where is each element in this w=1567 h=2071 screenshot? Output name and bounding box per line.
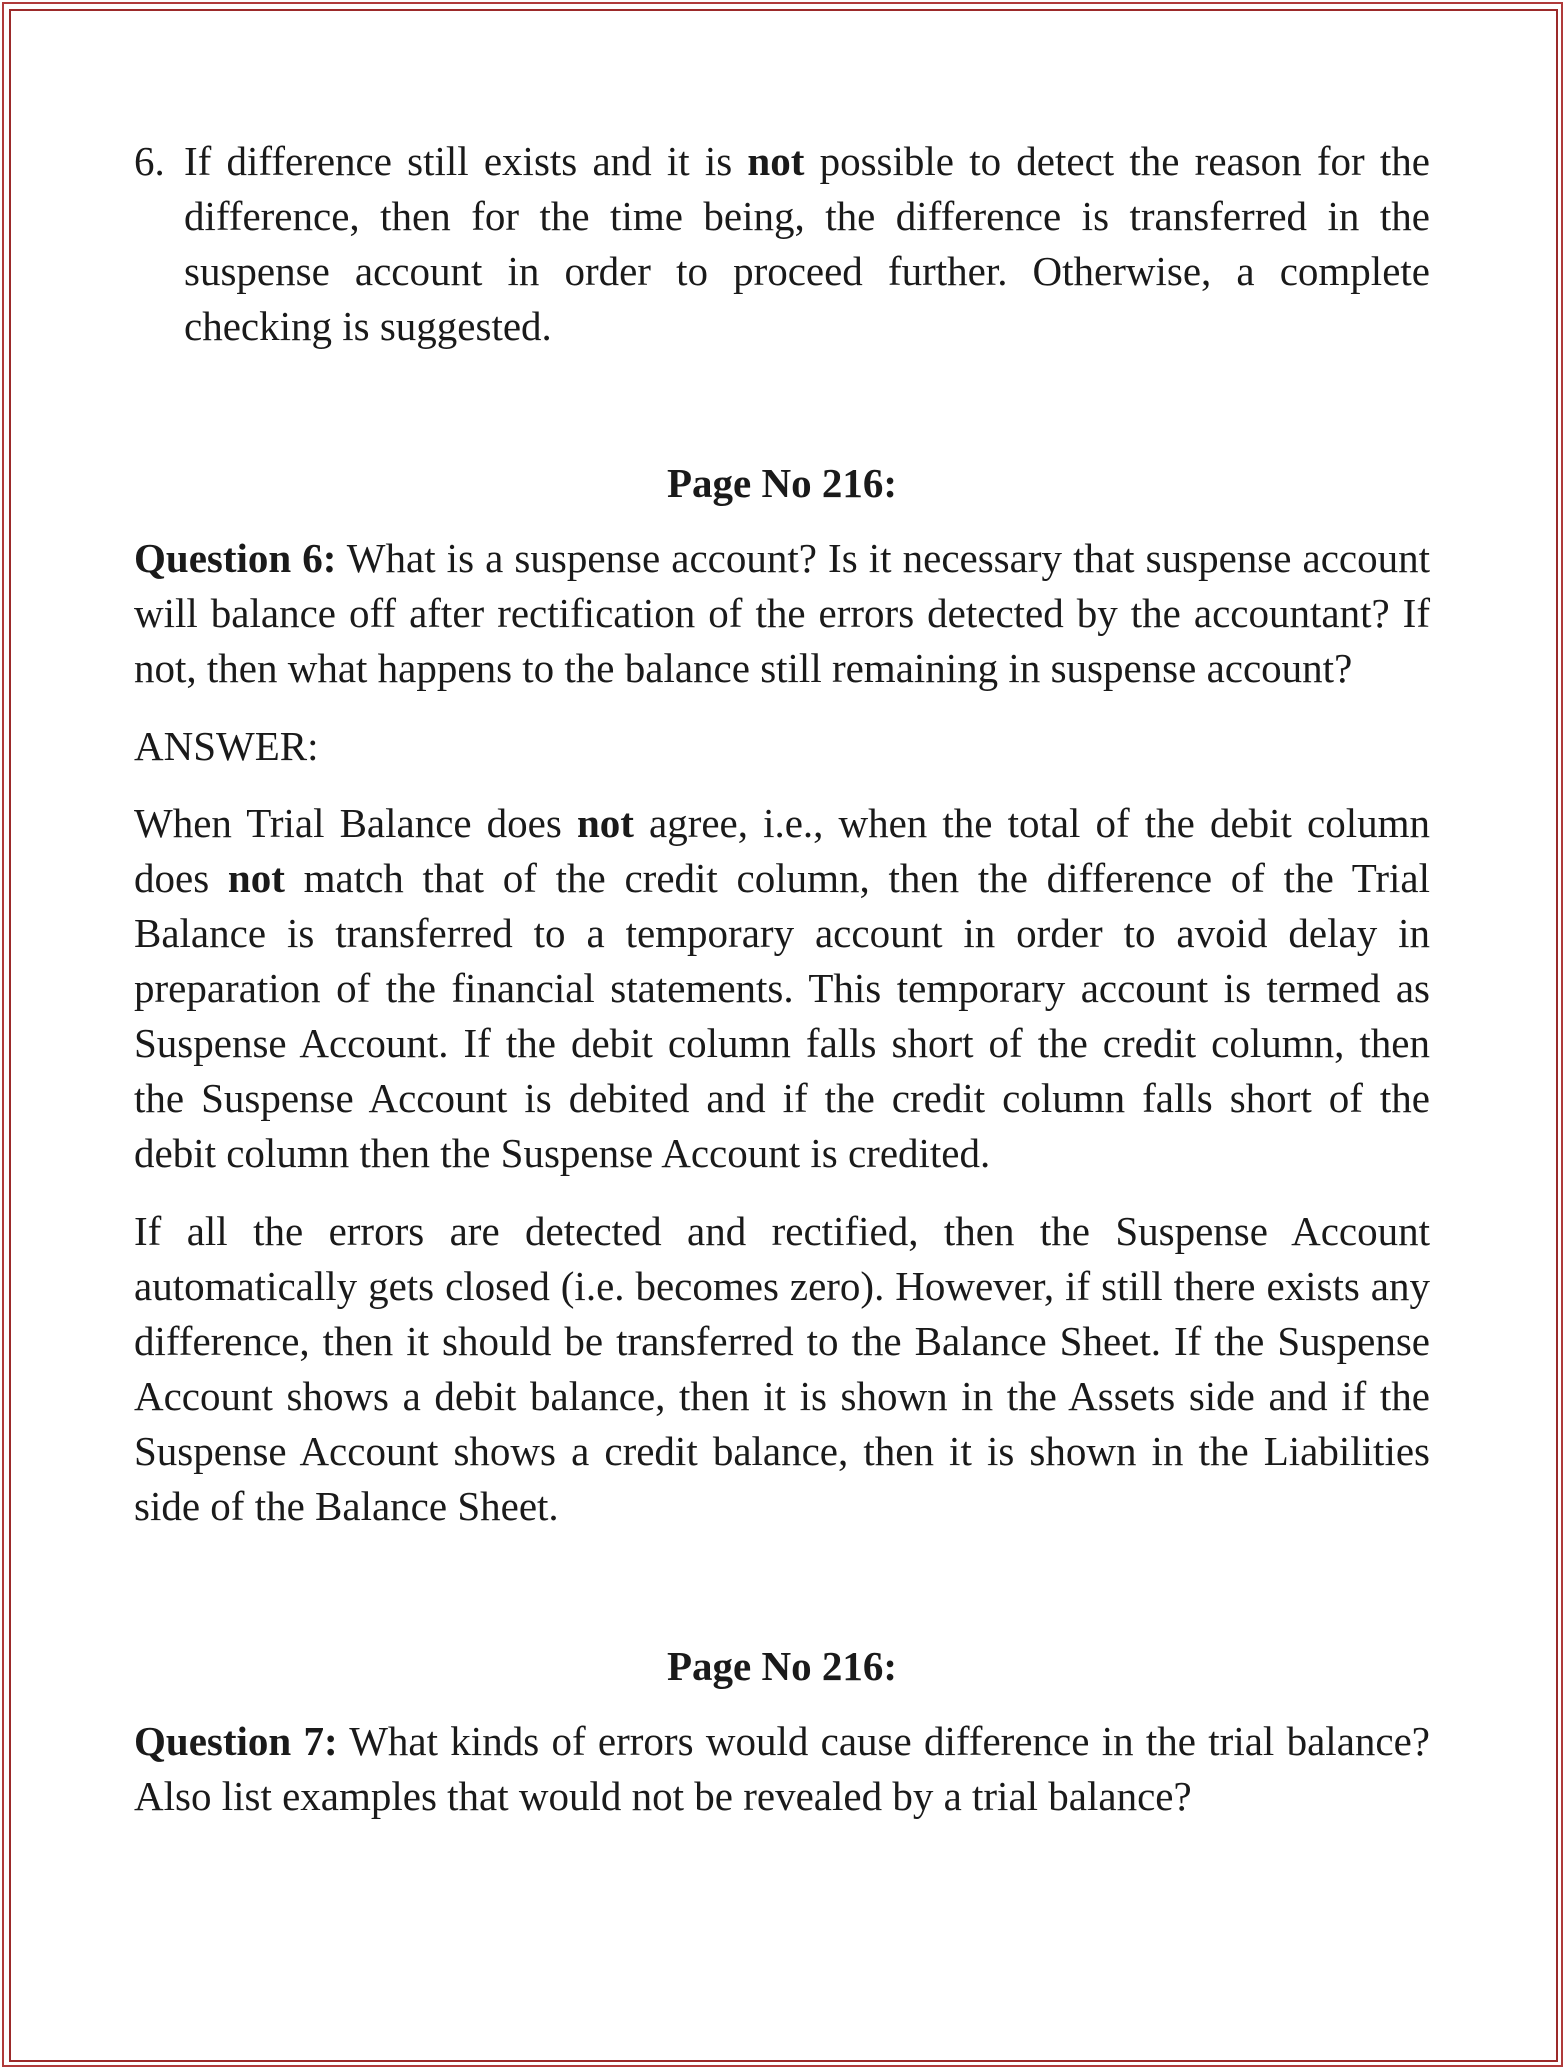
- document-content: [134, 134, 1430, 1824]
- question-text: What kinds of errors would cause difference in the trial balance? Also list examples that would not be revealed by a trial balance?: [134, 1718, 1430, 1819]
- question-text: What is a suspense account? Is it necessary that suspense account will balance off after rectification of the errors detected by the accountant? If not, then what happens to the balance still remaining in suspense account?: [134, 535, 1430, 691]
- answer-paragraph-1: When Trial Balance does not agree, i.e., when the total of the debit column does not match that of the credit column, then the difference of the Trial Balance is transferred to a temporary account in order to avoid delay in preparation of the financial statements. This temporary account is termed as Suspense Account. If the debit column falls short of the credit column, then the Suspense Account is debited and if the credit column falls short of the debit column then the Suspense Account is credited.: [134, 800, 1431, 1176]
- answer-paragraph-2: If all the errors are detected and rectified, then the Suspense Account automatically gets closed (i.e. becomes zero). However, if still there exists any difference, then it should be transferred to the Balance Sheet. If the Suspense Account shows a debit balance, then it is shown in the Assets side and if the Suspense Account shows a credit balance, then it is shown in the Liabilities side of the Balance Sheet.: [134, 1208, 1430, 1529]
- answer-label: ANSWER:: [134, 723, 319, 769]
- page-heading-1: Page No 216:: [666, 460, 897, 506]
- question-label: Question 6:: [134, 535, 337, 581]
- list-item-text: If difference still exists and it is not possible to detect the reason for the difference, then for the time being, the difference is transferred in the suspense account in order to proceed further. Otherwise, a complete checking is suggested.: [184, 138, 1430, 349]
- question-7: [134, 1714, 1430, 1824]
- list-item-6: [134, 134, 1430, 354]
- page-heading-2: Page No 216:: [666, 1643, 897, 1689]
- question-6: [134, 531, 1430, 696]
- question-label: Question 7:: [134, 1718, 338, 1764]
- list-item-number: 6.: [134, 138, 165, 184]
